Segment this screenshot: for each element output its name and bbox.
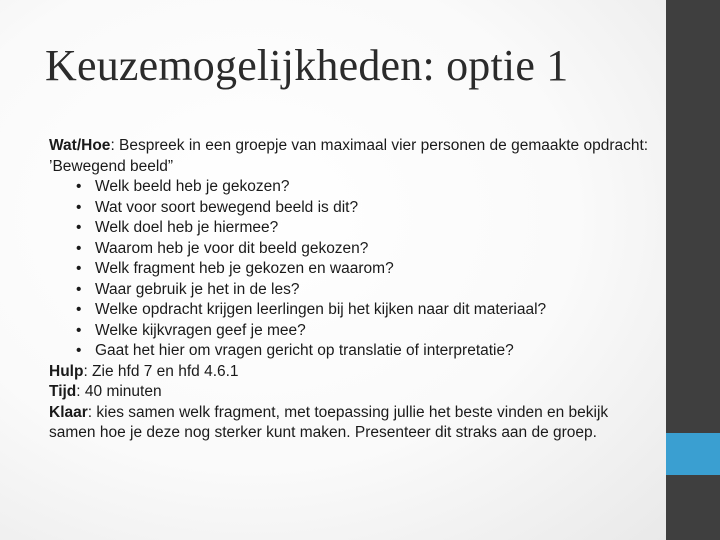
- bullet-icon: •: [76, 178, 82, 195]
- klaar-paragraph: [49, 403, 649, 444]
- question-list: [49, 177, 649, 362]
- bullet-icon: •: [76, 280, 82, 298]
- bullet-icon: •: [76, 301, 82, 318]
- list-item-text: Waarom heb je voor dit beeld gekozen?: [95, 239, 369, 257]
- klaar-label: Klaar: [49, 403, 88, 421]
- list-item-text: Welk beeld heb je gekozen?: [95, 178, 290, 195]
- intro-text: : Bespreek in een groepje van maximaal vier personen de gemaakte opdracht: ’Bewegend beeld”: [49, 137, 649, 175]
- hulp-line: [49, 362, 649, 383]
- tijd-label: Tijd: [49, 383, 77, 400]
- list-item-text: Wat voor soort bewegend beeld is dit?: [95, 198, 359, 216]
- list-item: [76, 259, 649, 280]
- list-item: [76, 341, 649, 362]
- slide-title: Keuzemogelijkheden: optie 1: [45, 41, 569, 90]
- bullet-icon: •: [76, 260, 82, 277]
- list-item-text: Welke kijkvragen geef je mee?: [95, 321, 306, 339]
- sidebar-accent-block: [666, 433, 720, 475]
- klaar-text: : kies samen welk fragment, met toepassing jullie het beste vinden en bekijk samen hoe je deze nog sterker kunt maken. Presenteer dit straks aan de groep.: [49, 403, 609, 441]
- list-item-text: Welke opdracht krijgen leerlingen bij het kijken naar dit materiaal?: [95, 301, 547, 318]
- list-item: [76, 300, 649, 321]
- bullet-icon: •: [76, 342, 82, 359]
- list-item: [76, 321, 649, 342]
- slide-body: [49, 136, 649, 444]
- hulp-label: Hulp: [49, 362, 84, 380]
- list-item-text: Welk fragment heb je gekozen en waarom?: [95, 260, 394, 277]
- list-item: [76, 218, 649, 239]
- tijd-line: [49, 382, 649, 403]
- list-item-text: Gaat het hier om vragen gericht op translatie of interpretatie?: [95, 342, 514, 359]
- bullet-icon: •: [76, 198, 82, 216]
- list-item-text: Welk doel heb je hiermee?: [95, 219, 279, 236]
- tijd-text: : 40 minuten: [76, 383, 162, 400]
- bullet-icon: •: [76, 321, 82, 339]
- intro-paragraph: [49, 136, 649, 177]
- list-item: [76, 177, 649, 198]
- hulp-text: : Zie hfd 7 en hfd 4.6.1: [83, 362, 239, 380]
- intro-label: Wat/Hoe: [49, 137, 111, 154]
- list-item-text: Waar gebruik je het in de les?: [95, 280, 300, 298]
- bullet-icon: •: [76, 239, 82, 257]
- list-item: [76, 280, 649, 301]
- bullet-icon: •: [76, 219, 82, 236]
- list-item: [76, 198, 649, 219]
- list-item: [76, 239, 649, 260]
